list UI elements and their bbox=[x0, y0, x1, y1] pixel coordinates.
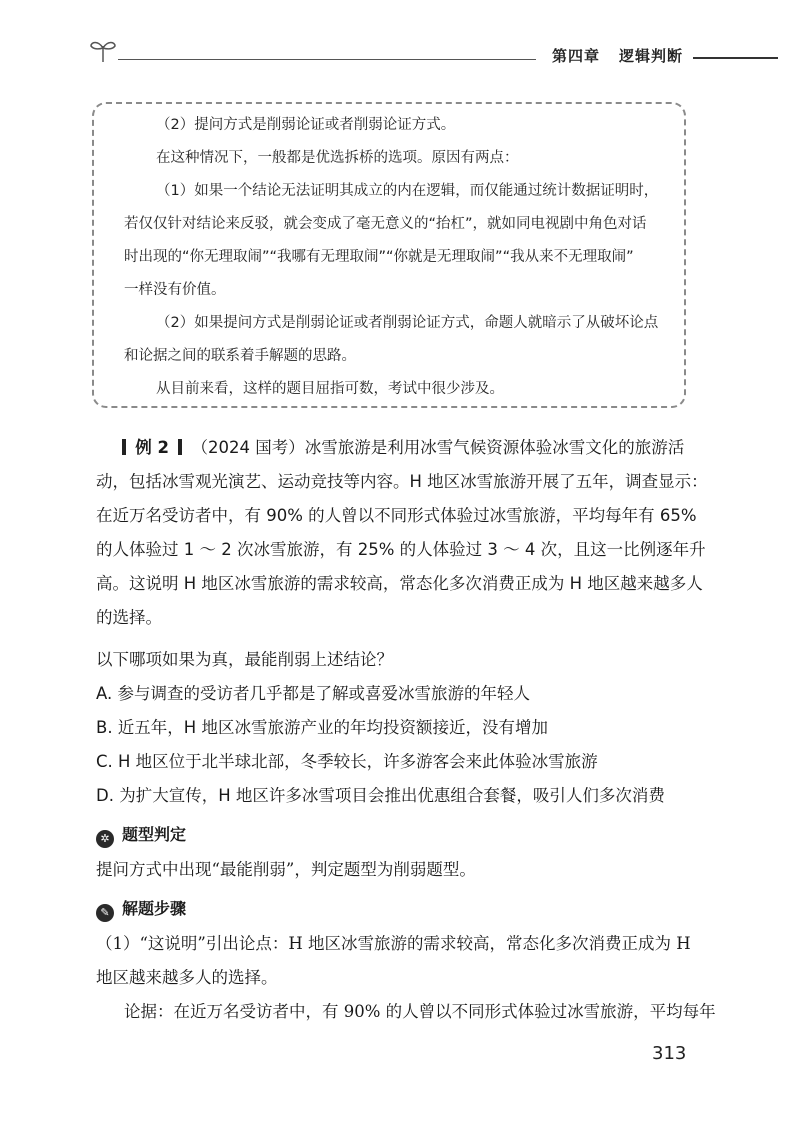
steps-line: 论据：在近万名受访者中，有 90% 的人曾以不同形式体验过冰雪旅游，平均每年 bbox=[124, 1002, 716, 1021]
example-line: 的人体验过 1 ～ 2 次冰雪旅游，有 25% 的人体验过 3 ～ 4 次，且这一比例逐年升 bbox=[96, 540, 706, 559]
example-line: 的选择。 bbox=[96, 608, 162, 627]
question-text: 以下哪项如果为真，最能削弱上述结论？ bbox=[96, 650, 393, 669]
example-line: 高。这说明 H 地区冰雪旅游的需求较高，常态化多次消费正成为 H 地区越来越多人 bbox=[96, 574, 703, 593]
example-label: 例 2 bbox=[135, 438, 169, 457]
example-text: （2024 国考）冰雪旅游是利用冰雪气候资源体验冰雪文化的旅游活 bbox=[191, 438, 685, 457]
note-line-6: 一样没有价值。 bbox=[124, 282, 226, 298]
section-type-title: 题型判定 bbox=[122, 825, 187, 844]
section-type-text: 提问方式中出现“最能削弱”，判定题型为削弱题型。 bbox=[96, 860, 476, 879]
header-rule-left bbox=[118, 59, 536, 60]
example-marker-right bbox=[178, 439, 182, 455]
note-line-7: （2）如果提问方式是削弱论证或者削弱论证方式，命题人就暗示了从破坏论点 bbox=[156, 315, 659, 331]
steps-line: 地区越来越多人的选择。 bbox=[96, 968, 278, 987]
section-steps-title: 解题步骤 bbox=[122, 899, 187, 918]
example-first-line bbox=[118, 434, 684, 458]
option-d: D. 为扩大宣传，H 地区许多冰雪项目会推出优惠组合套餐，吸引人们多次消费 bbox=[96, 786, 665, 805]
header-rule-right bbox=[693, 57, 778, 59]
wrench-icon: ✎ bbox=[96, 904, 114, 922]
note-line-1: （2）提问方式是削弱论证或者削弱论证方式。 bbox=[156, 117, 456, 133]
option-b: B. 近五年，H 地区冰雪旅游产业的年均投资额接近，没有增加 bbox=[96, 718, 548, 737]
note-line-3: （1）如果一个结论无法证明其成立的内在逻辑，而仅能通过统计数据证明时， bbox=[156, 183, 659, 199]
note-line-4: 若仅仅针对结论来反驳，就会变成了毫无意义的“抬杠”，就如同电视剧中角色对话 bbox=[124, 216, 647, 232]
chapter-title: 逻辑判断 bbox=[619, 47, 684, 65]
chapter-label: 第四章 bbox=[552, 47, 601, 65]
gear-icon: ✲ bbox=[96, 830, 114, 848]
page-number: 313 bbox=[652, 1043, 687, 1064]
note-line-2: 在这种情况下，一般都是优选拆桥的选项。原因有两点： bbox=[156, 150, 519, 166]
sprout-icon bbox=[88, 36, 118, 64]
section-steps-heading bbox=[96, 896, 186, 922]
note-line-9: 从目前来看，这样的题目屈指可数，考试中很少涉及。 bbox=[156, 381, 504, 397]
note-line-8: 和论据之间的联系着手解题的思路。 bbox=[124, 348, 356, 364]
example-marker-left bbox=[122, 439, 126, 455]
section-type-heading bbox=[96, 822, 186, 848]
option-c: C. H 地区位于北半球北部，冬季较长，许多游客会来此体验冰雪旅游 bbox=[96, 752, 598, 771]
example-line: 在近万名受访者中，有 90% 的人曾以不同形式体验过冰雪旅游，平均每年有 65% bbox=[96, 506, 697, 525]
page-header bbox=[0, 0, 800, 80]
example-line: 动，包括冰雪观光演艺、运动竞技等内容。H 地区冰雪旅游开展了五年，调查显示： bbox=[96, 472, 708, 491]
note-line-5: 时出现的“你无理取闹”“我哪有无理取闹”“你就是无理取闹”“我从来不无理取闹” bbox=[124, 249, 634, 265]
option-a: A. 参与调查的受访者几乎都是了解或喜爱冰雪旅游的年轻人 bbox=[96, 684, 530, 703]
steps-line: （1）“这说明”引出论点：H 地区冰雪旅游的需求较高，常态化多次消费正成为 H bbox=[96, 934, 691, 953]
